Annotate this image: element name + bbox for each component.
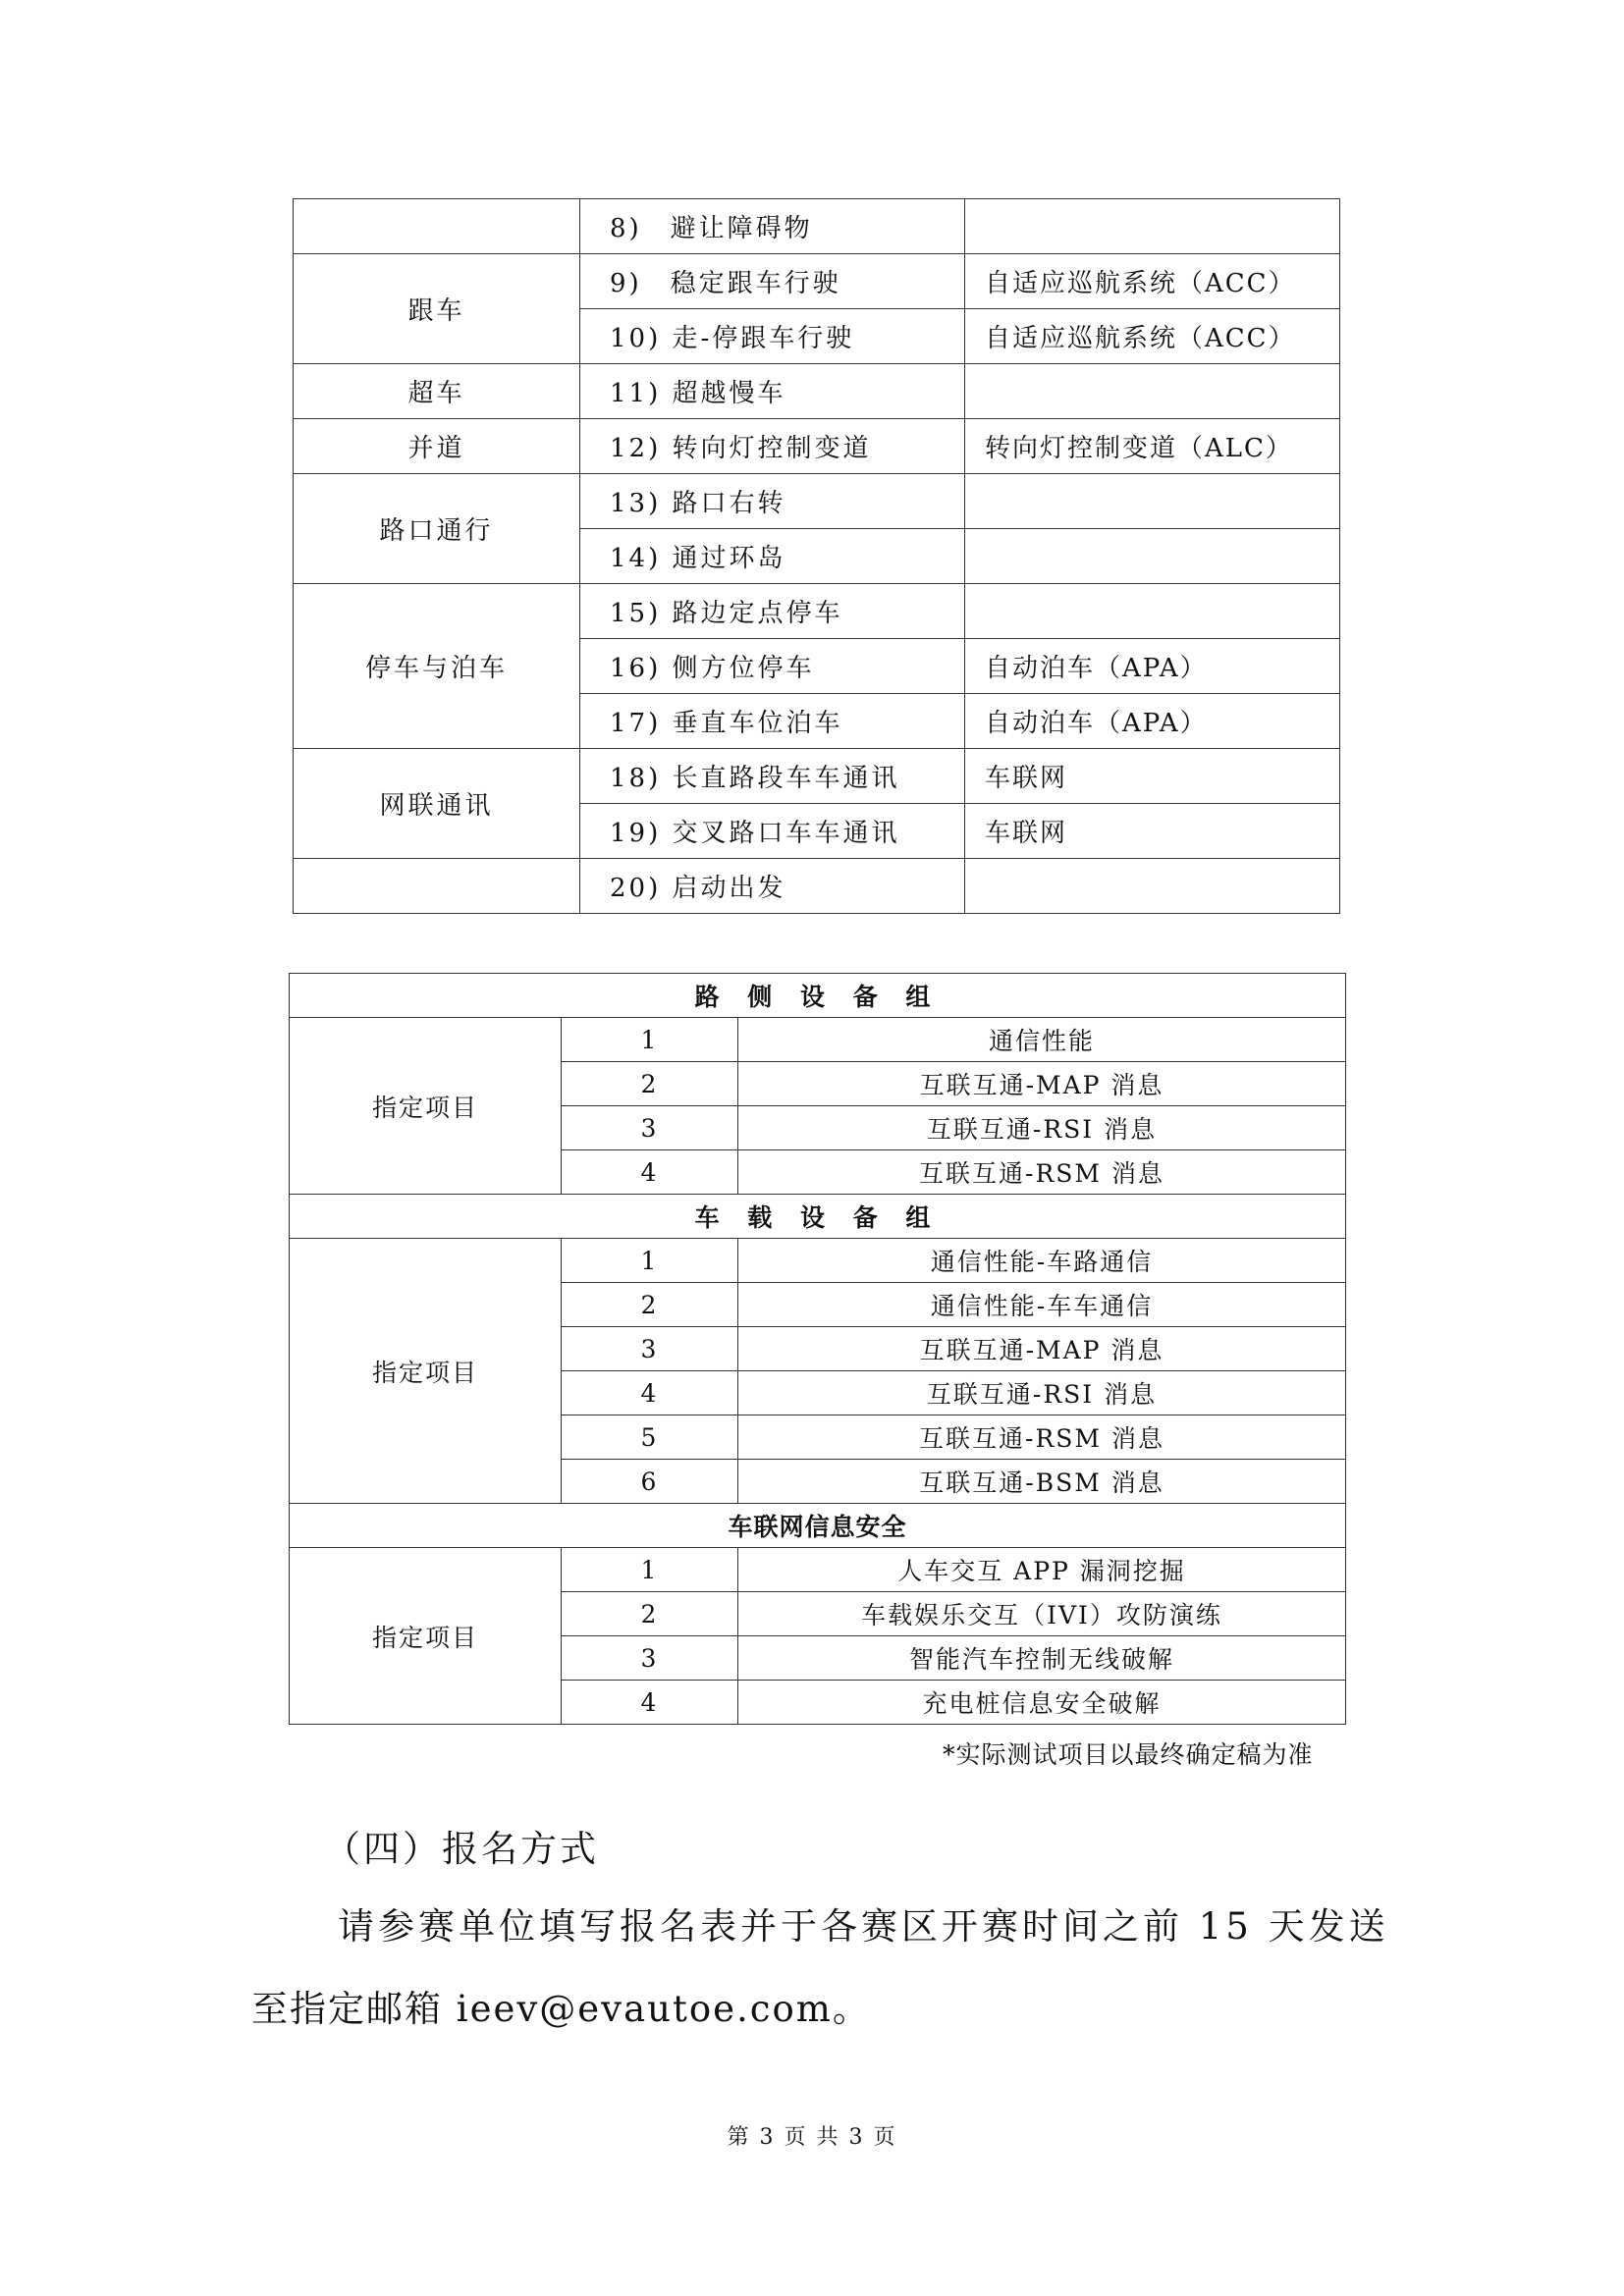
item-name: 人车交互 APP 漏洞挖掘: [738, 1548, 1346, 1592]
device-groups-table: [289, 973, 1346, 1725]
system-cell: 车联网: [965, 804, 1340, 859]
test-items-table: [293, 198, 1340, 914]
system-cell: [965, 474, 1340, 529]
designated-items-label: 指定项目: [290, 1018, 562, 1195]
page-footer: 第 3 页 共 3 页: [727, 2125, 897, 2150]
category-cell: [294, 199, 580, 254]
system-cell: 自动泊车（APA）: [965, 694, 1340, 749]
item-cell: 13) 路口右转: [580, 474, 965, 529]
category-cell: 超车: [294, 364, 580, 419]
table-row: [294, 419, 1340, 474]
item-cell: 12) 转向灯控制变道: [580, 419, 965, 474]
table-row: [294, 859, 1340, 914]
paragraph-line-1: 请参赛单位填写报名表并于各赛区开赛时间之前 15 天发送: [338, 1905, 1389, 1948]
item-number: 4: [562, 1371, 738, 1415]
item-number: 1: [562, 1548, 738, 1592]
system-cell: 自适应巡航系统（ACC）: [965, 254, 1340, 309]
category-cell: 跟车: [294, 254, 580, 364]
item-number: 4: [562, 1150, 738, 1195]
section-title: 路 侧 设 备 组: [290, 974, 1346, 1018]
item-cell: 9) 稳定跟车行驶: [580, 254, 965, 309]
table-row: [294, 584, 1340, 639]
item-cell: 10) 走-停跟车行驶: [580, 309, 965, 364]
item-cell: 14) 通过环岛: [580, 529, 965, 584]
system-cell: [965, 364, 1340, 419]
item-cell: 19) 交叉路口车车通讯: [580, 804, 965, 859]
item-cell: 8) 避让障碍物: [580, 199, 965, 254]
category-cell: [294, 859, 580, 914]
section-header-row: [290, 1504, 1346, 1548]
item-number: 1: [562, 1018, 738, 1062]
section-heading: （四）报名方式: [324, 1828, 599, 1870]
system-cell: 转向灯控制变道（ALC）: [965, 419, 1340, 474]
paragraph-line-2: 至指定邮箱 ieev@evautoe.com。: [251, 1988, 871, 2030]
item-number: 2: [562, 1062, 738, 1106]
item-cell: 20) 启动出发: [580, 859, 965, 914]
item-name: 互联互通-RSI 消息: [738, 1371, 1346, 1415]
item-number: 6: [562, 1460, 738, 1504]
item-name: 通信性能-车路通信: [738, 1239, 1346, 1283]
item-name: 互联互通-BSM 消息: [738, 1460, 1346, 1504]
table-row: [294, 474, 1340, 529]
section-title: 车联网信息安全: [290, 1504, 1346, 1548]
item-name: 智能汽车控制无线破解: [738, 1636, 1346, 1681]
category-cell: 网联通讯: [294, 749, 580, 859]
item-number: 5: [562, 1415, 738, 1460]
item-number: 3: [562, 1636, 738, 1681]
item-cell: 15) 路边定点停车: [580, 584, 965, 639]
system-cell: [965, 584, 1340, 639]
table-row: [290, 1239, 1346, 1283]
item-name: 通信性能: [738, 1018, 1346, 1062]
table-row: [294, 254, 1340, 309]
system-cell: [965, 529, 1340, 584]
item-number: 3: [562, 1106, 738, 1150]
section-header-row: [290, 1195, 1346, 1239]
table-row: [294, 364, 1340, 419]
item-number: 2: [562, 1283, 738, 1327]
system-cell: [965, 199, 1340, 254]
system-cell: [965, 859, 1340, 914]
category-cell: 并道: [294, 419, 580, 474]
item-name: 互联互通-RSI 消息: [738, 1106, 1346, 1150]
category-cell: 停车与泊车: [294, 584, 580, 749]
table-row: [294, 749, 1340, 804]
item-name: 互联互通-MAP 消息: [738, 1327, 1346, 1371]
designated-items-label: 指定项目: [290, 1548, 562, 1725]
table-row: [290, 1548, 1346, 1592]
item-cell: 11) 超越慢车: [580, 364, 965, 419]
section-title: 车 载 设 备 组: [290, 1195, 1346, 1239]
item-name: 车载娱乐交互（IVI）攻防演练: [738, 1592, 1346, 1636]
item-cell: 16) 侧方位停车: [580, 639, 965, 694]
system-cell: 自动泊车（APA）: [965, 639, 1340, 694]
footnote: *实际测试项目以最终确定稿为准: [943, 1740, 1314, 1769]
section-header-row: [290, 974, 1346, 1018]
item-number: 2: [562, 1592, 738, 1636]
item-name: 充电桩信息安全破解: [738, 1681, 1346, 1725]
system-cell: 车联网: [965, 749, 1340, 804]
category-cell: 路口通行: [294, 474, 580, 584]
item-name: 互联互通-RSM 消息: [738, 1150, 1346, 1195]
item-number: 1: [562, 1239, 738, 1283]
item-number: 4: [562, 1681, 738, 1725]
designated-items-label: 指定项目: [290, 1239, 562, 1504]
item-number: 3: [562, 1327, 738, 1371]
item-name: 互联互通-MAP 消息: [738, 1062, 1346, 1106]
item-name: 互联互通-RSM 消息: [738, 1415, 1346, 1460]
item-cell: 17) 垂直车位泊车: [580, 694, 965, 749]
table-row: [290, 1018, 1346, 1062]
table-row: [294, 199, 1340, 254]
item-name: 通信性能-车车通信: [738, 1283, 1346, 1327]
item-cell: 18) 长直路段车车通讯: [580, 749, 965, 804]
system-cell: 自适应巡航系统（ACC）: [965, 309, 1340, 364]
